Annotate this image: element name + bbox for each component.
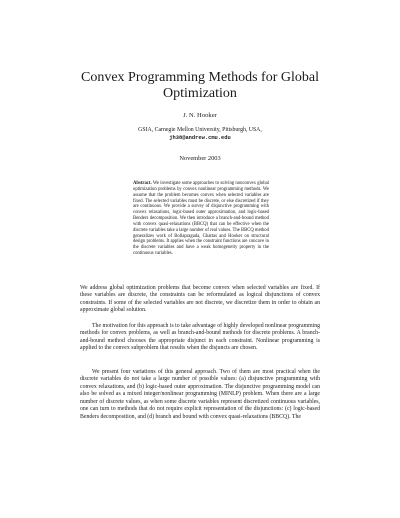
paper-affiliation (60, 126, 340, 142)
paper-title: Convex Programming Methods for Global Optimization (81, 70, 319, 101)
author-email: jh38@andrew.cmu.edu (169, 135, 231, 141)
paper-author: J. N. Hooker (183, 112, 217, 119)
paper-date: November 2003 (179, 155, 221, 162)
paragraph-text: We present four variations of this general approach. Two of them are most practical when the discrete variables do not take a large number of possible values: (a) disjunctive programming with convex relaxations, and (b) logic-based outer approximation. The disjunctive programming model can also be solved as a mixed integer/nonlinear programming (MINLP) problem. When there are a large number of discrete values, as when some discrete variables represent discretized continuous variables, one can turn to methods that do not require explicit representation of the disjunctions: (c) logic-based Benders decomposition, and (d) branch and bound with convex quasi-relaxations (BBCQ). The (80, 369, 320, 420)
abstract-text: We investigate some approaches to solving nonconvex global optimization problems by convex nonlinear programming methods. We assume that the problem becomes convex when selected variables are fixed. The selected variables must be discrete, or else discretized if they are continuous. We provide a survey of disjunctive programming with convex relaxations, logic-based outer approximation, and logic-based Benders decomposition. We then introduce a branch-and-bound method with convex quasi-relaxations (BBCQ) that can be effective when the discrete variables take a large number of real values. The BBCQ method generalizes work of Bollapragada, Ghattas and Hooker on structural design problems. It applies when the constraint functions are concave in the discrete variables and have a weak homogeneity property in the continuous variables. (133, 181, 269, 257)
abstract (133, 181, 269, 257)
paragraph-text: The motivation for this approach is to take advantage of highly developed nonlinear programming methods for convex problems, as well as branch-and-bound methods for discrete problems. A branch-and-bound method chooses the appropriate disjunct in each constraint. Nonlinear programming is applied to the convex subproblem that results when the disjuncts are chosen. (80, 323, 320, 352)
body-paragraph-3 (80, 369, 320, 421)
affiliation-text: GSIA, Carnegie Mellon University, Pittsburgh, USA, (138, 127, 262, 133)
body-paragraph-2 (80, 323, 320, 353)
abstract-heading: Abstract. (133, 181, 152, 186)
body-paragraph-1 (80, 285, 320, 315)
paragraph-text: We address global optimization problems that become convex when selected variables are fixed. If these variables are discrete, the constraints can be reformulated as logical disjunctions of convex constraints. If some of the selected variables are not discrete, we discretize them in order to obtain an approximate global solution. (80, 285, 320, 314)
